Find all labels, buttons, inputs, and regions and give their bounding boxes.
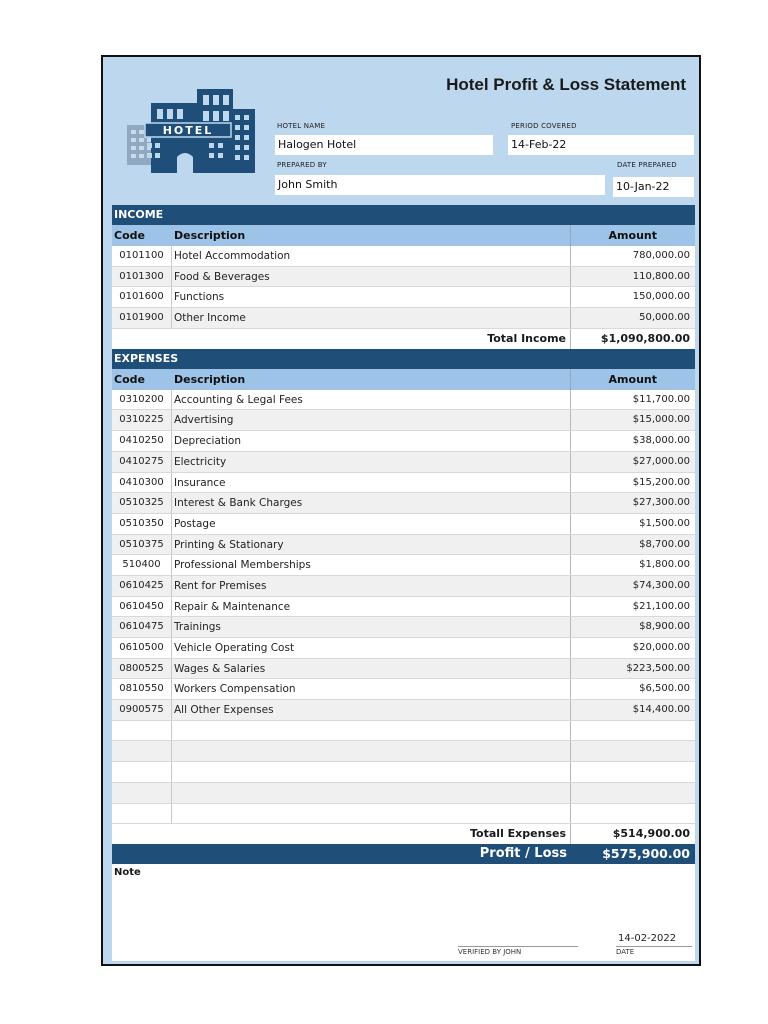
expense-description-cell[interactable] [172,783,571,803]
income-row[interactable] [112,308,695,329]
profit-loss-value: $575,900.00 [602,846,690,862]
expense-description-cell[interactable]: Electricity [172,452,571,472]
expense-description-cell[interactable]: All Other Expenses [172,700,571,720]
expense-code-cell[interactable]: 0410250 [112,431,172,451]
date-prepared-field[interactable]: 10-Jan-22 [613,177,694,197]
expense-row[interactable] [112,390,695,411]
date-signature-label: DATE [616,946,692,956]
income-description-cell[interactable]: Hotel Accommodation [172,246,571,266]
prepared-by-field[interactable]: John Smith [275,175,605,195]
income-row[interactable] [112,246,695,267]
expense-code-cell[interactable] [112,804,172,824]
expense-amount-cell[interactable]: $74,300.00 [632,579,690,591]
expense-row[interactable] [112,617,695,638]
period-covered-field[interactable]: 14-Feb-22 [508,135,694,155]
income-amount-cell[interactable]: 780,000.00 [632,250,690,261]
expense-description-cell[interactable]: Repair & Maintenance [172,597,571,617]
note-area[interactable] [112,864,695,961]
income-row[interactable] [112,267,695,288]
statement-header [103,57,699,205]
income-amount-cell[interactable]: 110,800.00 [632,270,690,282]
expense-row[interactable] [112,659,695,680]
income-total-row [112,329,695,349]
expense-description-cell[interactable]: Wages & Salaries [172,659,571,679]
expense-code-cell[interactable] [112,762,172,782]
income-col-description: Description [172,225,571,246]
income-total-label: Total Income [112,329,571,349]
period-covered-label: PERIOD COVERED [511,122,577,130]
expense-description-cell[interactable]: Insurance [172,473,571,493]
expense-row[interactable] [112,555,695,576]
expense-code-cell[interactable]: 0310200 [112,390,172,410]
income-code-cell[interactable]: 0101600 [112,287,172,307]
expense-amount-cell[interactable]: $20,000.00 [632,642,690,653]
expenses-total-label: Totall Expenses [112,824,571,844]
expense-code-cell[interactable]: 0410275 [112,452,172,472]
expenses-total-value: $514,900.00 [612,827,690,841]
expense-amount-cell[interactable] [571,762,695,782]
expense-row[interactable] [112,741,695,762]
expense-description-cell[interactable] [172,721,571,741]
expense-code-cell[interactable]: 0800525 [112,659,172,679]
expense-amount-cell[interactable]: $27,300.00 [632,497,690,509]
income-description-cell[interactable]: Functions [172,287,571,307]
expense-row[interactable] [112,804,695,825]
expense-code-cell[interactable]: 0810550 [112,679,172,699]
expense-row[interactable] [112,721,695,742]
svg-text:HOTEL: HOTEL [162,124,214,137]
expense-amount-cell[interactable]: $11,700.00 [632,393,690,405]
expense-code-cell[interactable] [112,721,172,741]
expense-description-cell[interactable]: Vehicle Operating Cost [172,638,571,658]
expense-row[interactable] [112,576,695,597]
expenses-col-amount: Amount [608,372,657,386]
expense-amount-cell[interactable]: $6,500.00 [639,683,690,695]
expense-amount-cell[interactable]: $1,800.00 [639,559,690,571]
expense-row[interactable] [112,514,695,535]
expense-row[interactable] [112,700,695,721]
prepared-by-label: PREPARED BY [277,161,327,169]
expenses-total-row [112,824,695,844]
expense-row[interactable] [112,452,695,473]
profit-loss-label: Profit / Loss [479,846,567,862]
expense-amount-cell[interactable]: $27,000.00 [632,455,690,467]
expense-description-cell[interactable]: Trainings [172,617,571,637]
expense-row[interactable] [112,431,695,452]
income-col-amount: Amount [608,229,657,242]
expense-description-cell[interactable]: Printing & Stationary [172,535,571,555]
expense-description-cell[interactable] [172,804,571,824]
page-title: Hotel Profit & Loss Statement [446,75,686,94]
expense-amount-cell[interactable] [571,721,695,741]
income-description-cell[interactable]: Food & Beverages [172,267,571,287]
date-prepared-label: DATE PREPARED [617,161,677,169]
expense-amount-cell[interactable]: $1,500.00 [639,517,690,529]
income-code-cell[interactable]: 0101900 [112,308,172,328]
expense-row[interactable] [112,762,695,783]
expense-code-cell[interactable]: 0310225 [112,410,172,430]
income-total-value: $1,090,800.00 [600,331,690,345]
expense-description-cell[interactable]: Accounting & Legal Fees [172,390,571,410]
expense-description-cell[interactable]: Advertising [172,410,571,430]
expense-amount-cell[interactable]: $15,200.00 [632,476,690,488]
income-row[interactable] [112,287,695,308]
pl-statement-sheet [101,55,701,966]
expense-amount-cell[interactable]: $8,900.00 [639,621,690,633]
expense-code-cell[interactable]: 0610500 [112,638,172,658]
income-amount-cell[interactable]: 50,000.00 [639,312,690,324]
expenses-col-code: Code [114,372,145,386]
income-table [112,246,695,329]
expense-row[interactable] [112,597,695,618]
hotel-name-field[interactable]: Halogen Hotel [275,135,493,155]
income-amount-cell[interactable]: 150,000.00 [632,291,690,303]
expense-row[interactable] [112,535,695,556]
expense-amount-cell[interactable]: $223,500.00 [626,662,690,674]
expense-row[interactable] [112,783,695,804]
expense-amount-cell[interactable] [571,741,695,761]
expense-amount-cell[interactable] [571,804,695,824]
expense-row[interactable] [112,679,695,700]
expenses-column-headers [112,369,695,390]
expenses-table [112,390,695,824]
expense-code-cell[interactable]: 0510350 [112,514,172,534]
expense-amount-cell[interactable]: $8,700.00 [639,538,690,550]
expense-amount-cell[interactable]: $38,000.00 [632,435,690,447]
expense-code-cell[interactable]: 510400 [112,555,172,575]
expense-code-cell[interactable]: 0610450 [112,597,172,617]
expense-code-cell[interactable]: 0610475 [112,617,172,637]
signature-date-value: 14-02-2022 [618,933,677,945]
income-col-code: Code [114,229,145,242]
expense-code-cell[interactable] [112,741,172,761]
expense-description-cell[interactable]: Professional Memberships [172,555,571,575]
income-description-cell[interactable]: Other Income [172,308,571,328]
expense-description-cell[interactable]: Postage [172,514,571,534]
expense-code-cell[interactable]: 0510375 [112,535,172,555]
profit-loss-row [112,844,695,864]
expense-code-cell[interactable]: 0410300 [112,473,172,493]
expense-row[interactable] [112,493,695,514]
expenses-col-description: Description [172,369,571,390]
hotel-name-label: HOTEL NAME [277,122,326,130]
income-code-cell[interactable]: 0101100 [112,246,172,266]
expense-description-cell[interactable] [172,741,571,761]
income-code-cell[interactable]: 0101300 [112,267,172,287]
income-column-headers [112,225,695,246]
expense-code-cell[interactable]: 0610425 [112,576,172,596]
expenses-section-header: EXPENSES [112,349,695,369]
expense-amount-cell[interactable]: $14,400.00 [632,704,690,716]
hotel-logo-icon [125,83,261,175]
expense-row[interactable] [112,410,695,431]
expense-description-cell[interactable] [172,762,571,782]
statement-body [112,205,695,961]
expense-description-cell[interactable]: Interest & Bank Charges [172,493,571,513]
expense-code-cell[interactable]: 0510325 [112,493,172,513]
expense-description-cell[interactable]: Depreciation [172,431,571,451]
expense-row[interactable] [112,638,695,659]
expense-amount-cell[interactable] [571,783,695,803]
expense-amount-cell[interactable]: $21,100.00 [632,600,690,612]
note-label: Note [114,867,141,879]
expense-code-cell[interactable] [112,783,172,803]
income-section-header: INCOME [112,205,695,225]
expense-description-cell[interactable]: Workers Compensation [172,679,571,699]
expense-row[interactable] [112,473,695,494]
expense-amount-cell[interactable]: $15,000.00 [632,414,690,426]
expense-description-cell[interactable]: Rent for Premises [172,576,571,596]
expense-code-cell[interactable]: 0900575 [112,700,172,720]
verified-by-label: VERIFIED BY JOHN [458,946,578,956]
